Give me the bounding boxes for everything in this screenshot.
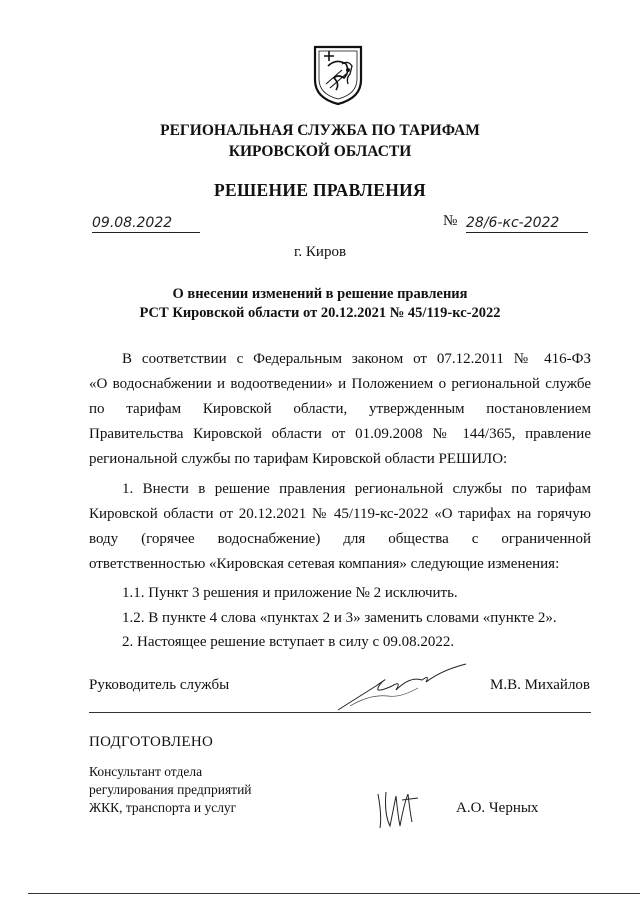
- preparer-role-line: регулирования предприятий: [89, 782, 252, 797]
- preparer-role: [89, 763, 252, 817]
- subject-line1: О внесении изменений в решение правления: [172, 286, 468, 302]
- decision-number: 28/6-кс-2022: [466, 215, 588, 233]
- city: г. Киров: [293, 244, 347, 260]
- body-line: 1. Внести в решение правления региональной службы по тарифам: [122, 481, 591, 497]
- signatory-position: Руководитель службы: [89, 677, 230, 693]
- body-line: 1.2. В пункте 4 слова «пунктах 2 и 3» заменить словами «пункте 2».: [122, 610, 557, 626]
- coat-of-arms-emblem: [312, 44, 364, 106]
- signatory-name: М.В. Михайлов: [490, 677, 591, 693]
- preparer-signature-mark: [372, 786, 432, 834]
- body-line: по тарифам Кировской области, утвержденным постановлением: [89, 401, 591, 417]
- document-title: РЕШЕНИЕ ПРАВЛЕНИЯ: [214, 180, 426, 200]
- page-edge-line: [28, 893, 640, 894]
- subject-line2: РСТ Кировской области от 20.12.2021 № 45/119-кс-2022: [139, 305, 501, 321]
- body-line: Правительства Кировской области от 01.09.2008 № 144/365, правление: [89, 426, 591, 442]
- decision-date: 09.08.2022: [92, 215, 200, 233]
- body-line: воду (горячее водоснабжение) для общества с ограниченной: [89, 531, 591, 547]
- body-line: Кировской области от 20.12.2021 № 45/119-кс-2022 «О тарифах на горячую: [89, 506, 591, 522]
- body-line: «О водоснабжении и водоотведении» и Положением о региональной службе: [89, 376, 591, 392]
- organization-name-line1: РЕГИОНАЛЬНАЯ СЛУЖБА ПО ТАРИФАМ: [160, 122, 480, 139]
- prepared-label: ПОДГОТОВЛЕНО: [89, 734, 214, 750]
- body-line: 1.1. Пункт 3 решения и приложение № 2 исключить.: [122, 585, 458, 601]
- body-line: ответственностью «Кировская сетевая компания» следующие изменения:: [89, 556, 560, 572]
- divider: [89, 712, 591, 713]
- preparer-name: А.О. Черных: [456, 800, 539, 816]
- body-line: 2. Настоящее решение вступает в силу с 09.08.2022.: [122, 634, 455, 650]
- preparer-role-line: Консультант отдела: [89, 764, 203, 779]
- number-label: №: [443, 213, 458, 229]
- signature-mark: [330, 656, 470, 716]
- organization-name-line2: КИРОВСКОЙ ОБЛАСТИ: [228, 143, 412, 160]
- body-line: региональной службы по тарифам Кировской области РЕШИЛО:: [89, 451, 508, 467]
- preparer-role-line: ЖКК, транспорта и услуг: [89, 800, 237, 815]
- body-line: В соответствии с Федеральным законом от 07.12.2011 № 416-ФЗ: [122, 351, 591, 367]
